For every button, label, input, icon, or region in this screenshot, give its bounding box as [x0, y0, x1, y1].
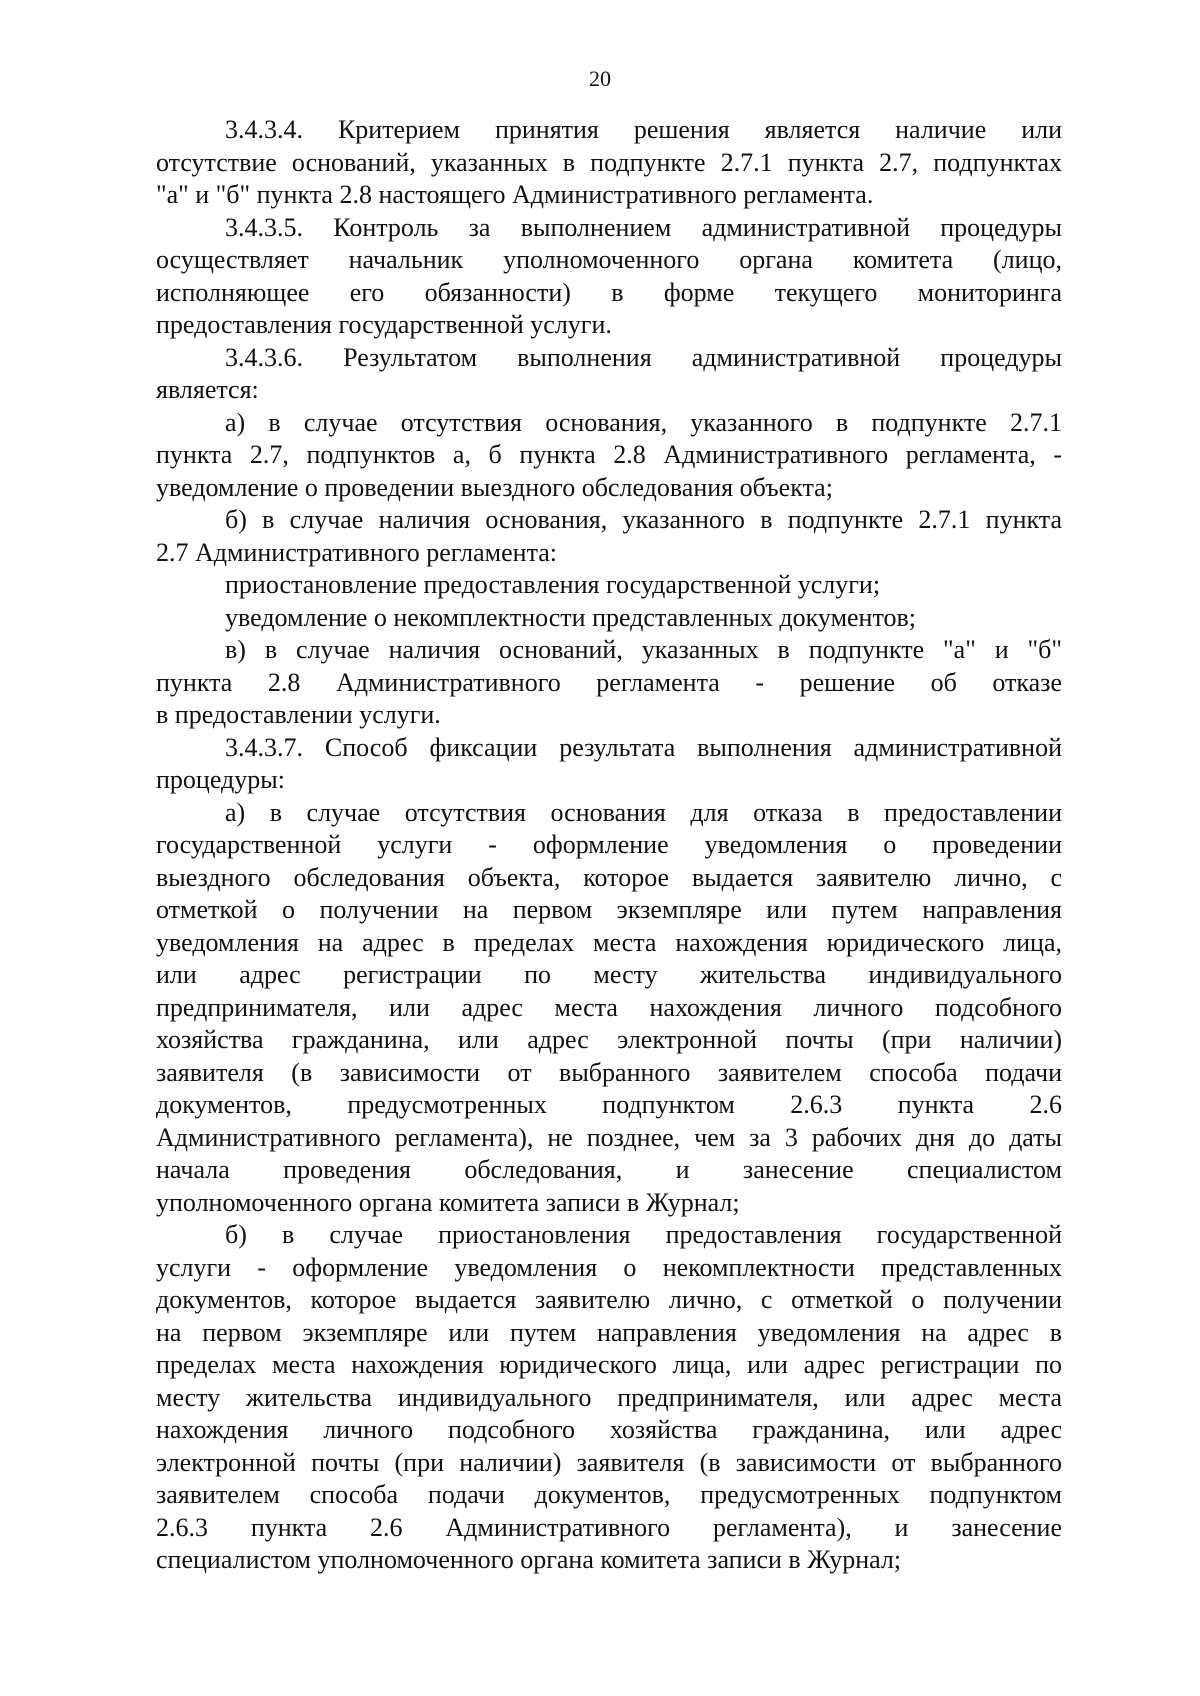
page-number: 20: [589, 66, 611, 91]
text-line: 2.6.3 пункта 2.6 Административного регламента), и занесение: [156, 1512, 1062, 1542]
text-line: в) в случае наличия оснований, указанных в подпункте "а" и "б": [225, 635, 1062, 664]
text-line: "а" и "б" пункта 2.8 настоящего Административного регламента.: [156, 180, 874, 209]
document-body: [156, 114, 1062, 1577]
text-line: 3.4.3.5. Контроль за выполнением административной процедуры: [225, 212, 1062, 242]
text-line: предоставления государственной услуги.: [156, 310, 612, 339]
text-line: 3.4.3.6. Результатом выполнения административной процедуры: [225, 342, 1062, 372]
text-line: отсутствие оснований, указанных в подпункте 2.7.1 пункта 2.7, подпунктах: [156, 147, 1062, 177]
text-line: 2.7 Административного регламента:: [156, 537, 558, 567]
text-line: или адрес регистрации по месту жительства индивидуального: [156, 960, 1062, 989]
text-line: исполняющее его обязанности) в форме текущего мониторинга: [156, 277, 1062, 307]
text-line: электронной почты (при наличии) заявителя (в зависимости от выбранного: [156, 1447, 1062, 1477]
text-line: нахождения личного подсобного хозяйства гражданина, или адрес: [156, 1415, 1062, 1444]
text-line: документов, предусмотренных подпунктом 2.6.3 пункта 2.6: [156, 1090, 1062, 1119]
text-line: 3.4.3.7. Способ фиксации результата выполнения административной: [225, 732, 1062, 762]
text-line: заявителя (в зависимости от выбранного заявителем способа подачи: [156, 1057, 1062, 1087]
text-line: уведомления на адрес в пределах места нахождения юридического лица,: [156, 927, 1062, 957]
text-line: 3.4.3.4. Критерием принятия решения является наличие или: [225, 115, 1062, 144]
text-line: документов, которое выдается заявителю лично, с отметкой о получении: [156, 1285, 1062, 1314]
text-line: в предоставлении услуги.: [156, 700, 441, 729]
text-line: уведомление о некомплектности представленных документов;: [225, 602, 916, 632]
text-line: на первом экземпляре или путем направления уведомления на адрес в: [156, 1317, 1062, 1347]
text-line: специалистом уполномоченного органа комитета записи в Журнал;: [156, 1545, 902, 1574]
text-line: отметкой о получении на первом экземпляре или путем направления: [156, 895, 1062, 924]
text-line: пределах места нахождения юридического лица, или адрес регистрации по: [156, 1350, 1062, 1379]
text-line: пункта 2.8 Административного регламента - решение об отказе: [156, 667, 1062, 697]
text-line: услуги - оформление уведомления о некомплектности представленных: [156, 1252, 1062, 1282]
text-line: процедуры:: [156, 765, 285, 794]
text-line: приостановление предоставления государственной услуги;: [225, 570, 881, 599]
text-line: месту жительства индивидуального предпринимателя, или адрес места: [156, 1382, 1062, 1412]
text-line: начала проведения обследования, и занесение специалистом: [156, 1155, 1062, 1184]
text-line: а) в случае отсутствия основания, указанного в подпункте 2.7.1: [225, 407, 1062, 437]
text-line: б) в случае наличия основания, указанного в подпункте 2.7.1 пункта: [225, 505, 1062, 534]
text-line: предпринимателя, или адрес места нахождения личного подсобного: [156, 992, 1062, 1022]
text-line: уведомление о проведении выездного обследования объекта;: [156, 472, 833, 502]
text-line: Административного регламента), не позднее, чем за 3 рабочих дня до даты: [156, 1122, 1062, 1152]
text-line: а) в случае отсутствия основания для отказа в предоставлении: [225, 797, 1062, 827]
text-line: государственной услуги - оформление уведомления о проведении: [156, 830, 1062, 859]
text-line: уполномоченного органа комитета записи в Журнал;: [156, 1187, 740, 1217]
text-line: осуществляет начальник уполномоченного органа комитета (лицо,: [156, 245, 1062, 274]
text-line: хозяйства гражданина, или адрес электронной почты (при наличии): [156, 1025, 1062, 1054]
text-line: пункта 2.7, подпунктов а, б пункта 2.8 Административного регламента, -: [156, 440, 1062, 469]
text-line: выездного обследования объекта, которое выдается заявителю лично, с: [156, 862, 1062, 892]
text-line: является:: [156, 375, 259, 404]
text-line: б) в случае приостановления предоставления государственной: [225, 1220, 1062, 1249]
text-line: заявителем способа подачи документов, предусмотренных подпунктом: [156, 1480, 1062, 1509]
